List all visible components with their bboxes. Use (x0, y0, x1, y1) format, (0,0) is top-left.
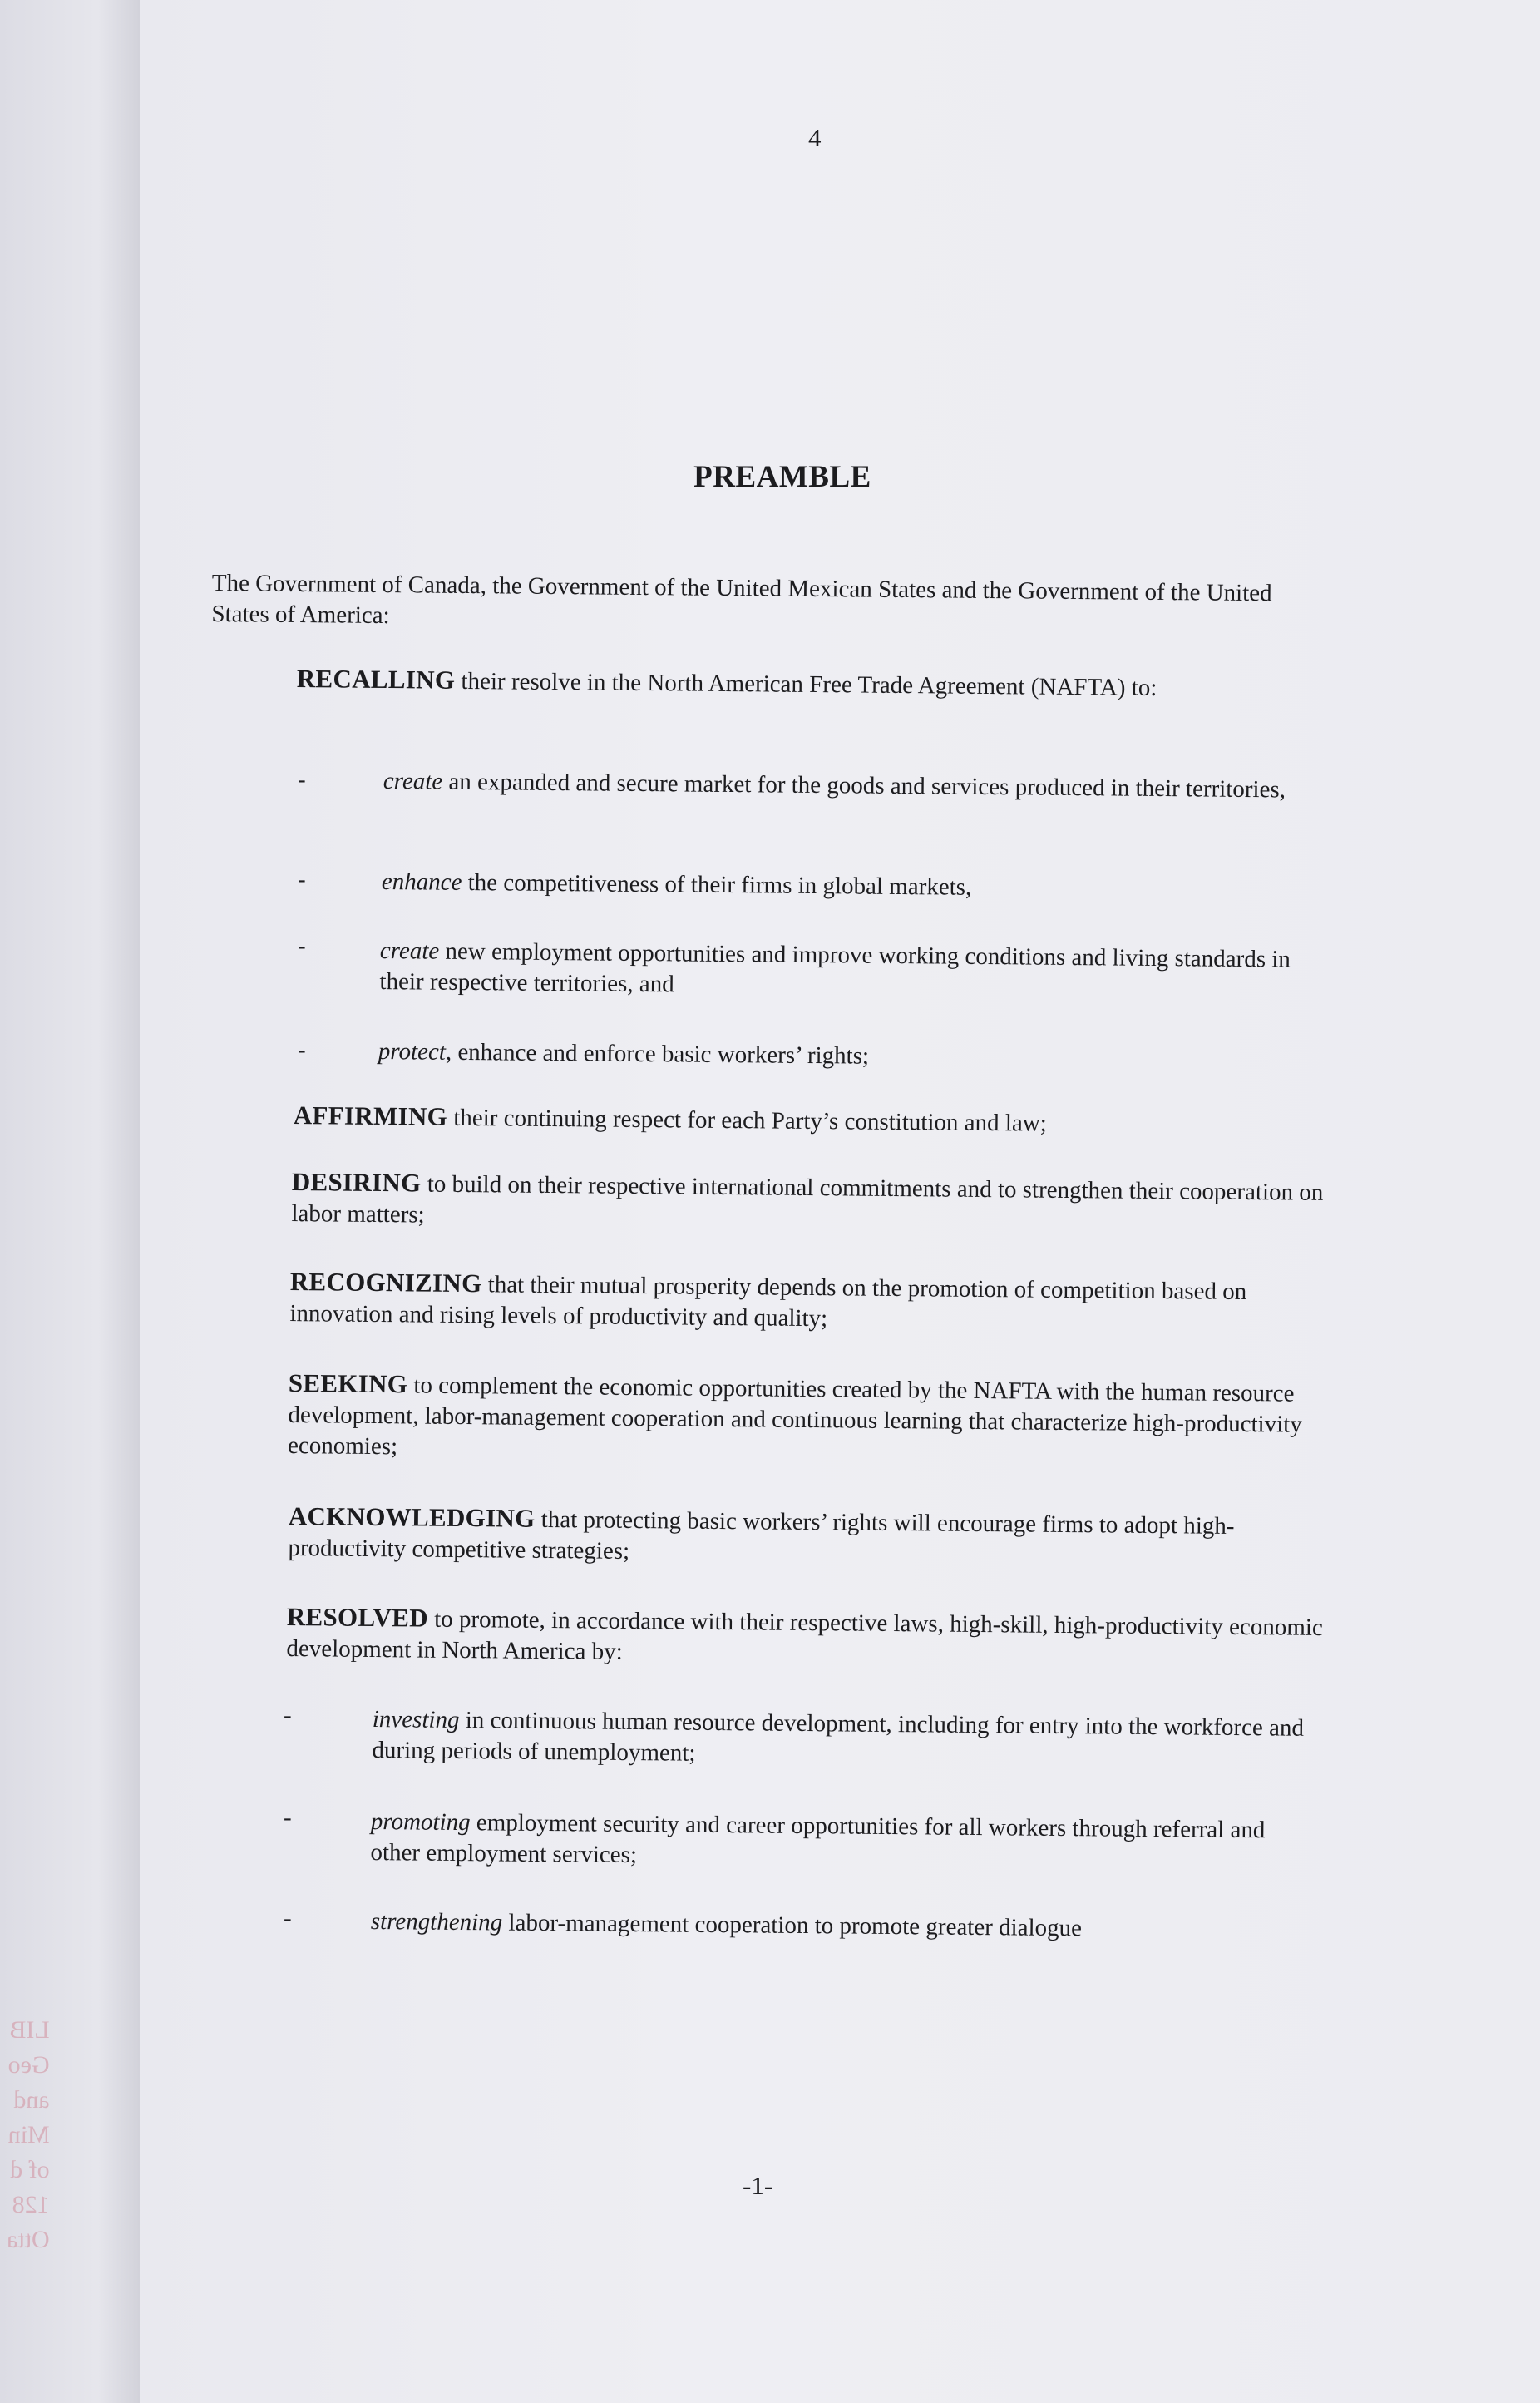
clause-keyword: SEEKING (288, 1368, 408, 1399)
clause-keyword: ACKNOWLEDGING (288, 1501, 536, 1533)
clause-text: to complement the economic opportunities created by the NAFTA with the human resource development, labor-management cooperation and continuous learning that characterize high-productivity economies; (287, 1372, 1302, 1461)
item-text: , enhance and enforce basic workers’ rights; (445, 1038, 870, 1070)
clause-text: their continuing respect for each Party’s constitution and law; (447, 1104, 1047, 1137)
acknowledging-clause (288, 1501, 1336, 1574)
clause-keyword: DESIRING (291, 1167, 422, 1198)
item-verb: promoting (370, 1808, 471, 1837)
left-page-margin (0, 0, 140, 2403)
page-number-top: 4 (808, 123, 822, 152)
list-item (379, 936, 1320, 1006)
clause-keyword: RESOLVED (286, 1602, 429, 1633)
item-verb: protect (378, 1037, 447, 1066)
list-bullet: - (284, 1702, 292, 1728)
clause-keyword: AFFIRMING (293, 1100, 448, 1131)
clause-text: to build on their respective international commitments and to strengthen their cooperation on labor matters; (291, 1170, 1324, 1229)
desiring-clause (291, 1166, 1340, 1239)
item-verb: create (383, 767, 443, 795)
clause-keyword: RECALLING (296, 663, 456, 695)
list-item (372, 1704, 1312, 1775)
item-text: in continuous human resource development, including for entry into the workforce and during periods of unemployment; (372, 1707, 1305, 1767)
item-text: the competitiveness of their firms in global markets, (462, 868, 972, 901)
faint-edge-marks: LIB Geo and Min of d 128 Otta (7, 2016, 50, 2253)
item-verb: strengthening (370, 1908, 503, 1936)
list-bullet: - (284, 1905, 292, 1931)
clause-text: that protecting basic workers’ rights will encourage firms to adopt high-productivity competitive strategies; (288, 1506, 1235, 1565)
list-bullet: - (284, 1804, 292, 1831)
item-verb: create (379, 937, 440, 965)
item-verb: investing (372, 1706, 460, 1734)
item-text: an expanded and secure market for the goods and services produced in their territories, (442, 768, 1286, 803)
resolved-clause (286, 1601, 1335, 1674)
clause-text: their resolve in the North American Free Trade Agreement (NAFTA) to: (455, 667, 1157, 701)
list-item (370, 1807, 1310, 1877)
item-verb: enhance (381, 868, 462, 896)
document-title: PREAMBLE (693, 460, 871, 494)
clause-text: to promote, in accordance with their respective laws, high-skill, high-productivity economic development in North America by: (286, 1605, 1323, 1665)
list-bullet: - (298, 1036, 306, 1063)
item-text: new employment opportunities and improve working conditions and living standards in their respective territories, and (379, 937, 1291, 998)
clause-keyword: RECOGNIZING (289, 1267, 482, 1298)
list-bullet: - (298, 866, 306, 892)
page-number-bottom: -1- (743, 2171, 773, 2200)
intro-paragraph: The Government of Canada, the Government of the United Mexican States and the Government of the United States of America: (211, 569, 1272, 630)
list-bullet: - (298, 932, 306, 959)
list-bullet: - (298, 766, 306, 793)
item-text: labor-management cooperation to promote greater dialogue (502, 1909, 1083, 1942)
recognizing-clause (289, 1266, 1338, 1339)
seeking-clause (288, 1367, 1353, 1471)
item-text: employment security and career opportunities for all workers through referral and other employment services; (370, 1809, 1266, 1869)
clause-text: that their mutual prosperity depends on the promotion of competition based on innovation and rising levels of productivity and quality; (289, 1271, 1247, 1333)
